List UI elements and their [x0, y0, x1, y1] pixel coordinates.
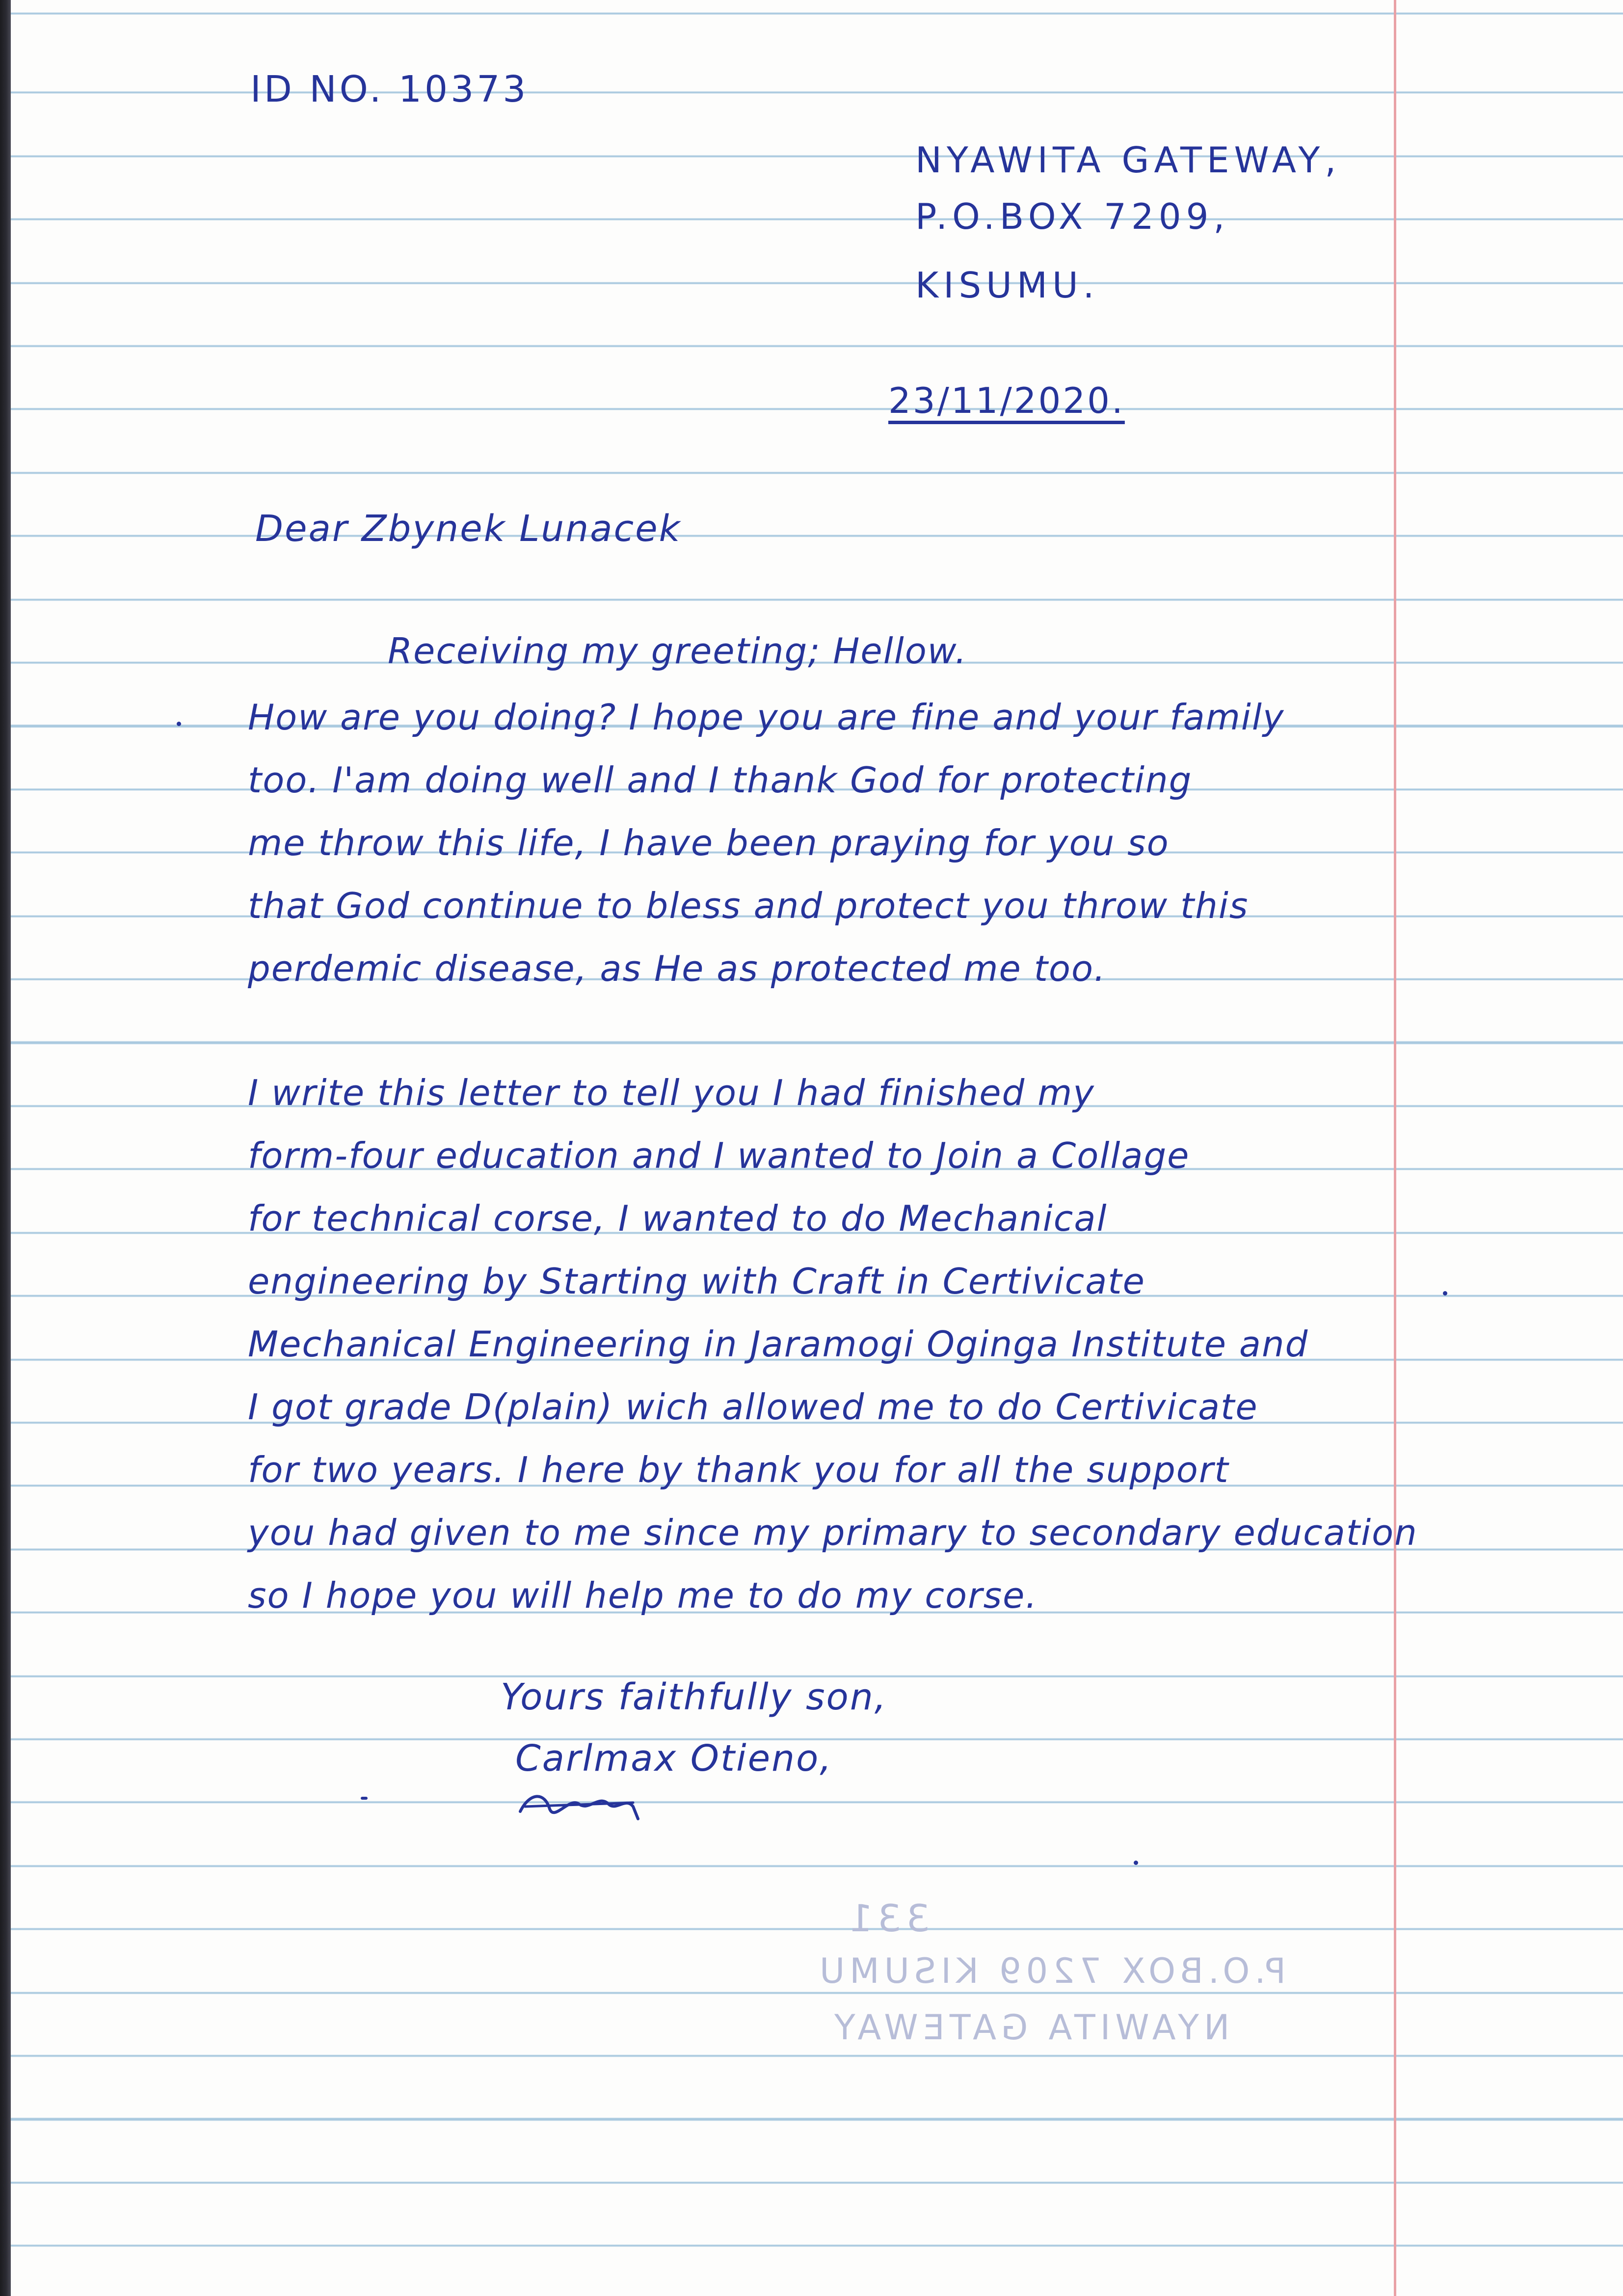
- paragraph-1-line-4: that God continue to bless and protect you throw this: [248, 885, 1249, 926]
- closing-line-1: Yours faithfully son,: [501, 1676, 888, 1718]
- greeting: Receiving my greeting; Hellow.: [388, 630, 967, 672]
- ink-dot: [1443, 1291, 1447, 1296]
- faded-stamp-number: 331: [844, 1896, 931, 1940]
- paragraph-2-line-2: form-four education and I wanted to Join a Collage: [248, 1135, 1190, 1176]
- ink-dot: [177, 722, 181, 726]
- letter-date: 23/11/2020.: [888, 380, 1125, 421]
- paragraph-1-line-5: perdemic disease, as He as protected me too.: [248, 948, 1106, 989]
- paragraph-2-line-8: you had given to me since my primary to secondary education: [248, 1512, 1418, 1553]
- faded-stamp-name: NYAWITA GATEWAY: [829, 2007, 1230, 2048]
- ink-dot: [1134, 1861, 1138, 1865]
- paragraph-2-line-6: I got grade D(plain) wich allowed me to do Certivicate: [248, 1386, 1258, 1428]
- paragraph-2-line-7: for two years. I here by thank you for all the support: [248, 1449, 1229, 1490]
- margin-line: [1394, 0, 1396, 2296]
- paragraph-1-line-2: too. I'am doing well and I thank God for protecting: [248, 759, 1193, 801]
- id-number: ID NO. 10373: [250, 68, 529, 110]
- paragraph-1-line-3: me throw this life, I have been praying for you so: [248, 822, 1170, 864]
- salutation: Dear Zbynek Lunacek: [255, 508, 682, 550]
- scanner-edge: [0, 0, 11, 2296]
- address-line-3: KISUMU.: [915, 265, 1099, 306]
- paragraph-2-line-4: engineering by Starting with Craft in Certivicate: [248, 1261, 1145, 1302]
- paragraph-2-line-1: I write this letter to tell you I had finished my: [248, 1072, 1095, 1113]
- paragraph-2-line-3: for technical corse, I wanted to do Mechanical: [248, 1198, 1108, 1239]
- address-line-2: P.O.BOX 7209,: [915, 196, 1230, 237]
- signature-scribble: [515, 1782, 643, 1826]
- ink-dash: [361, 1797, 368, 1800]
- address-line-1: NYAWITA GATEWAY,: [915, 139, 1341, 181]
- paragraph-2-line-9: so I hope you will help me to do my corse.: [248, 1575, 1038, 1616]
- faded-stamp-address: P.O.BOX 7209 KISUMU: [815, 1951, 1286, 1991]
- closing-line-2: Carlmax Otieno,: [515, 1737, 833, 1780]
- paragraph-1-line-1: How are you doing? I hope you are fine and your family: [248, 697, 1285, 738]
- paragraph-2-line-5: Mechanical Engineering in Jaramogi Oginga Institute and: [248, 1324, 1309, 1365]
